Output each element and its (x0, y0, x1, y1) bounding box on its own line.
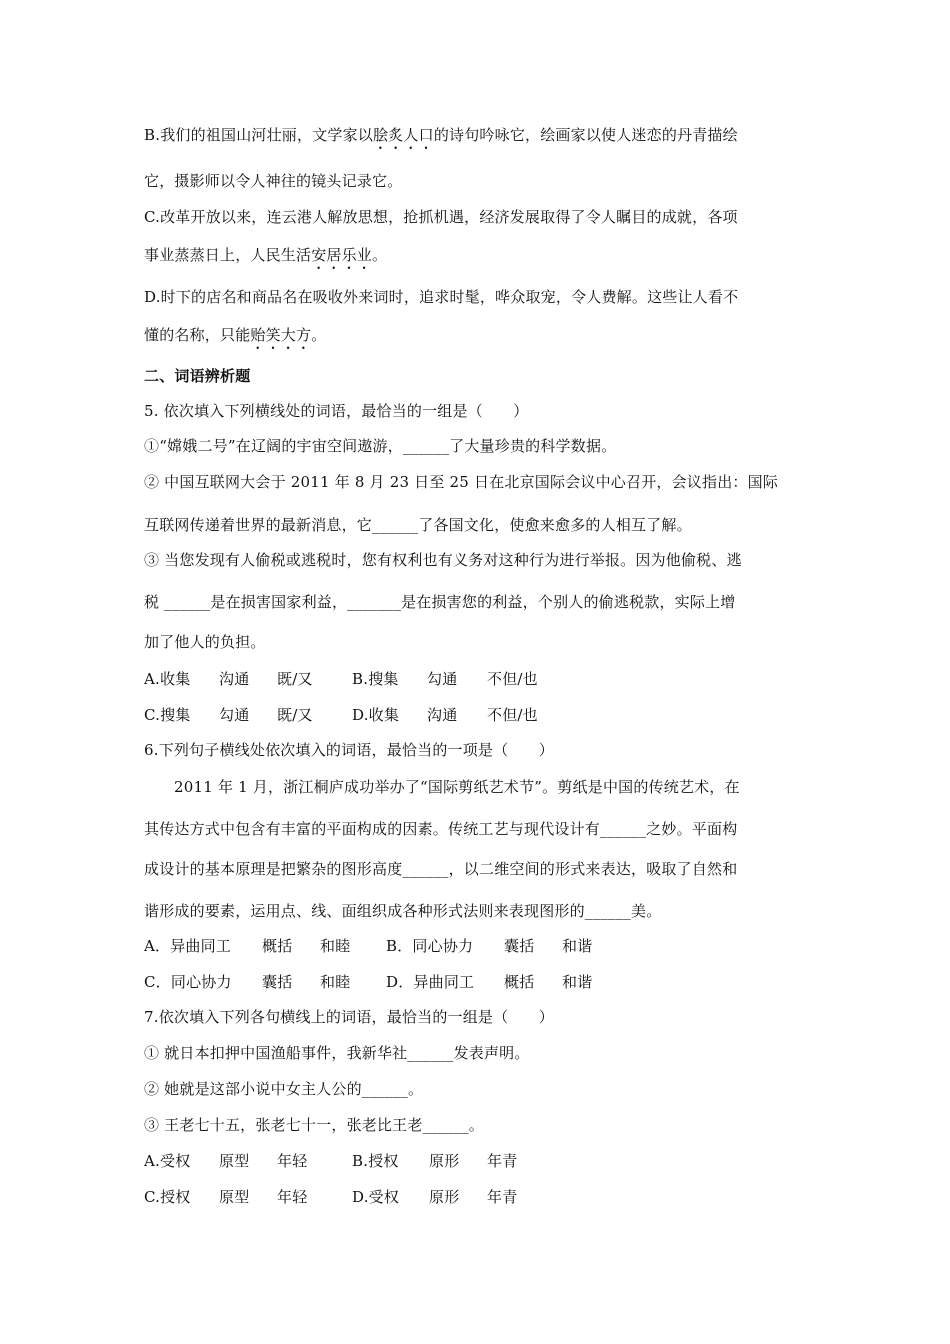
option-d-word-1: D．异曲同工 (386, 973, 475, 991)
option-b-word-1: B．同心协力 (386, 937, 474, 955)
option-c-word-2: 原型 (219, 1188, 250, 1206)
option-d-word-2: 概括 (504, 973, 535, 991)
option-a-word-1: A.收集 (144, 670, 191, 688)
option-b-word-3: 年青 (487, 1152, 518, 1170)
option-c-word-1: C.搜集 (144, 706, 191, 724)
option-a-word-3: 既/又 (277, 670, 313, 688)
q6-passage-line3: 成设计的基本原理是把繁杂的图形高度______，以二维空间的形式来表达，吸取了自然和 (144, 860, 738, 878)
emphasized-idiom: 脍炙人口 (373, 126, 434, 144)
q4-option-d-line1: D.时下的店名和商品名在吸收外来词时，追求时髦，哗众取宠，令人费解。这些让人看不 (144, 288, 739, 306)
option-b-word-3: 和谐 (562, 937, 593, 955)
q7-options-row-1 (144, 1150, 517, 1171)
q4-option-b-line1 (144, 124, 738, 153)
q6-options-row-1 (144, 935, 592, 956)
option-c-word-2: 勾通 (219, 706, 250, 724)
q4-option-d-line2 (144, 324, 326, 353)
option-b-word-2: 囊括 (504, 937, 535, 955)
q5-sentence-3-line3: 加了他人的负担。 (144, 633, 266, 651)
q5-sentence-3-line2: 税 ______是在损害国家利益，_______是在损害您的利益，个别人的偷逃税款，实际上增 (144, 593, 736, 611)
q6-passage-line2: 其传达方式中包含有丰富的平面构成的因素。传统工艺与现代设计有______之妙。平面构 (144, 820, 738, 838)
q7-sentence-1: ① 就日本扣押中国渔船事件，我新华社______发表声明。 (144, 1044, 530, 1062)
q4-option-b-line2: 它，摄影师以令人神往的镜头记录它。 (144, 172, 403, 190)
option-b-word-2: 勾通 (427, 670, 458, 688)
option-d-word-1: D.受权 (352, 1188, 400, 1206)
q5-options-row-1 (144, 668, 538, 689)
option-b-word-3: 不但/也 (487, 670, 538, 688)
option-c-word-3: 既/又 (277, 706, 313, 724)
option-a-word-1: A.受权 (144, 1152, 191, 1170)
option-a-word-3: 和睦 (320, 937, 351, 955)
q7-sentence-2: ② 她就是这部小说中女主人公的______。 (144, 1080, 424, 1098)
q5-sentence-3-line1: ③ 当您发现有人偷税或逃税时，您有权利也有义务对这种行为进行举报。因为他偷税、逃 (144, 551, 742, 569)
text-run: 。 (372, 246, 388, 264)
option-d-word-2: 沟通 (427, 706, 458, 724)
option-d-word-3: 不但/也 (487, 706, 538, 724)
option-d-word-1: D.收集 (352, 706, 400, 724)
text-run: 懂的名称，只能 (144, 326, 251, 344)
option-c-word-1: C．同心协力 (144, 973, 232, 991)
option-c-word-1: C.授权 (144, 1188, 191, 1206)
option-b-word-1: B.搜集 (352, 670, 399, 688)
option-c-word-3: 年轻 (277, 1188, 308, 1206)
option-d-word-2: 原形 (429, 1188, 460, 1206)
q5-sentence-1: ①“嫦娥二号”在辽阔的宇宙空间遨游，______了大量珍贵的科学数据。 (144, 437, 617, 455)
option-c-word-3: 和睦 (320, 973, 351, 991)
option-d-word-3: 年青 (487, 1188, 518, 1206)
option-a-word-2: 概括 (262, 937, 293, 955)
q7-stem: 7.依次填入下列各句横线上的词语，最恰当的一组是（ ） (144, 1008, 554, 1026)
option-b-word-2: 原形 (429, 1152, 460, 1170)
text-run: 事业蒸蒸日上，人民生活 (144, 246, 312, 264)
option-d-word-3: 和谐 (562, 973, 593, 991)
q5-sentence-2-line2: 互联网传递着世界的最新消息，它______了各国文化，使愈来愈多的人相互了解。 (144, 516, 692, 534)
option-a-word-2: 沟通 (219, 670, 250, 688)
q5-sentence-2-line1: ② 中国互联网大会于 2011 年 8 月 23 日至 25 日在北京国际会议中心召开，会议指出：国际 (144, 473, 779, 491)
q6-stem: 6.下列句子横线处依次填入的词语，最恰当的一项是（ ） (144, 741, 554, 759)
q6-options-row-2 (144, 971, 592, 992)
q4-option-c-line2 (144, 244, 387, 273)
option-c-word-2: 囊括 (262, 973, 293, 991)
emphasized-idiom: 安居乐业 (311, 246, 373, 264)
q5-stem: 5. 依次填入下列横线处的词语，最恰当的一组是（ ） (144, 402, 529, 420)
q6-passage-line1: 2011 年 1 月，浙江桐庐成功举办了“国际剪纸艺术节”。剪纸是中国的传统艺术，在 (174, 778, 740, 796)
text-run: B.我们的祖国山河壮丽，文学家以 (144, 126, 373, 144)
q4-option-c-line1: C.改革开放以来，连云港人解放思想，抢抓机遇，经济发展取得了令人瞩目的成就，各项 (144, 208, 738, 226)
option-a-word-1: A．异曲同工 (144, 937, 232, 955)
section-heading: 二、词语辨析题 (144, 367, 251, 385)
emphasized-idiom: 贻笑大方 (250, 326, 312, 344)
q7-options-row-2 (144, 1186, 517, 1207)
q5-options-row-2 (144, 704, 538, 725)
text-run: 的诗句吟咏它，绘画家以使人迷恋的丹青描绘 (433, 126, 738, 144)
option-b-word-1: B.授权 (352, 1152, 399, 1170)
option-a-word-3: 年轻 (277, 1152, 308, 1170)
q6-passage-line4: 谐形成的要素，运用点、线、面组织成各种形式法则来表现图形的______美。 (144, 902, 662, 920)
q7-sentence-3: ③ 王老七十五，张老七十一，张老比王老______。 (144, 1116, 484, 1134)
text-run: 。 (311, 326, 327, 344)
option-a-word-2: 原型 (219, 1152, 250, 1170)
